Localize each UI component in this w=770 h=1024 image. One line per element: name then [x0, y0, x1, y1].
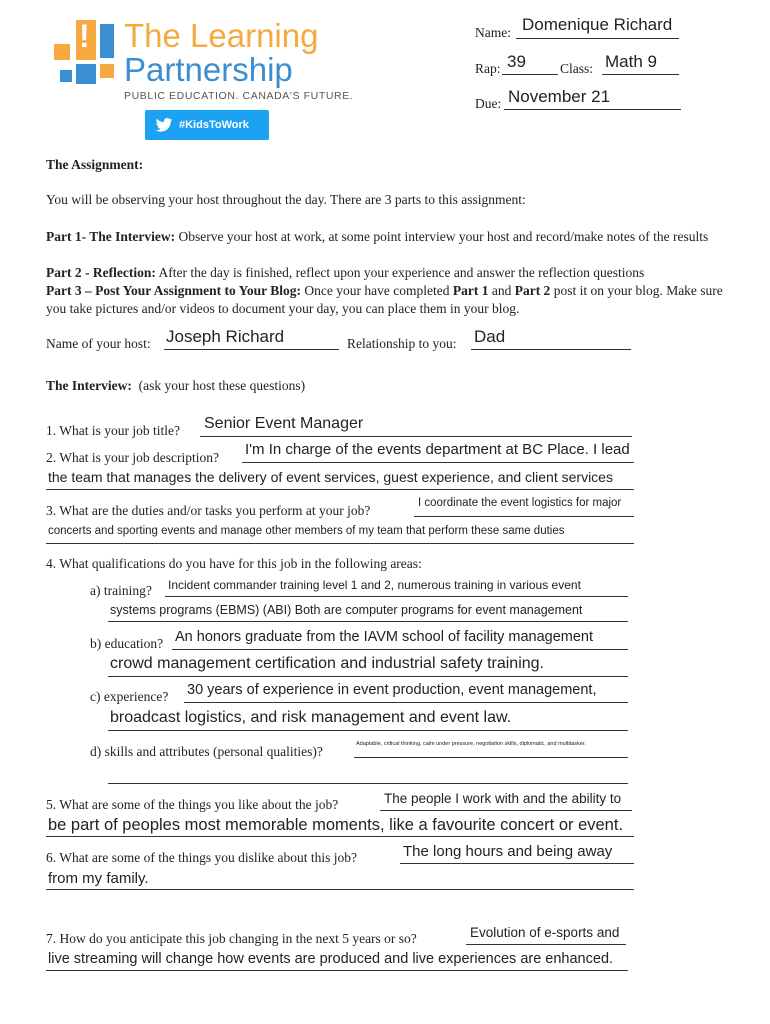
- answer-4d-line-2: [108, 783, 628, 784]
- question-6: 6. What are some of the things you dislike about this job?: [46, 850, 357, 865]
- rap-line: [502, 74, 558, 75]
- answer-7-line-2-text[interactable]: live streaming will change how events are produced and live experiences are enhanced.: [48, 951, 614, 967]
- answer-1[interactable]: Senior Event Manager: [204, 415, 364, 432]
- question-1: 1. What is your job title?: [46, 423, 180, 438]
- host-name-label: Name of your host:: [46, 336, 151, 351]
- question-2: 2. What is your job description?: [46, 450, 219, 465]
- relationship-value[interactable]: Dad: [474, 327, 506, 346]
- logo-square-blue-2: [60, 70, 72, 82]
- part3-title: Part 3 – Post Your Assignment to Your Blog:: [46, 283, 302, 298]
- relationship-label: Relationship to you:: [347, 336, 457, 351]
- twitter-bird-icon: [155, 118, 173, 132]
- class-line: [602, 74, 679, 75]
- question-3: 3. What are the duties and/or tasks you perform at your job?: [46, 503, 371, 518]
- question-4: 4. What qualifications do you have for this job in the following areas:: [46, 556, 422, 571]
- answer-4c-line-2-text[interactable]: broadcast logistics, and risk management and event law.: [110, 709, 512, 726]
- interview-heading: The Interview:: [46, 378, 132, 393]
- answer-5-line-1-text[interactable]: The people I work with and the ability to: [384, 791, 622, 806]
- part3-paragraph: [46, 282, 726, 318]
- name-label: Name:: [475, 25, 511, 40]
- answer-4b-line-1: [172, 649, 628, 650]
- logo-square-orange-3: [100, 64, 114, 78]
- part3-bold-2: Part 2: [514, 283, 551, 298]
- rap-label: Rap:: [475, 61, 501, 76]
- answer-4a-line-1: [165, 596, 628, 597]
- answer-6-line-2: [46, 889, 634, 890]
- class-label: Class:: [560, 61, 594, 76]
- answer-4a-line-2-text[interactable]: systems programs (EBMS) (ABI) Both are computer programs for event management: [110, 603, 583, 617]
- logo-square-blue-3: [100, 24, 114, 58]
- part3-text-c: post it on your blog. Make sure you take pictures and/or videos to document your day, you can place them in your blog.: [46, 283, 723, 316]
- answer-4b-line-2-text[interactable]: crowd management certification and industrial safety training.: [110, 655, 544, 672]
- logo: [50, 17, 380, 105]
- answer-6-line-1: [400, 863, 634, 864]
- answer-1-line: [200, 436, 632, 437]
- answer-4d-text[interactable]: Adaptable, critical thinking, calm under pressure, negotiation skills, diplomatic, and multitasker.: [356, 741, 586, 747]
- logo-name-line2: Partnership: [124, 51, 293, 88]
- exclamation-icon: !: [79, 18, 90, 54]
- due-value[interactable]: November 21: [508, 87, 611, 106]
- question-4b: b) education?: [90, 636, 164, 651]
- answer-7-line-1-text[interactable]: Evolution of e-sports and: [470, 925, 620, 940]
- name-line: [516, 38, 679, 39]
- part3-bold-1: Part 1: [452, 283, 489, 298]
- twitter-badge: [145, 110, 269, 140]
- host-name-line: [164, 349, 339, 350]
- answer-3-line-2-text[interactable]: concerts and sporting events and manage other members of my team that perform these same duties: [48, 525, 565, 537]
- answer-4a-line-2: [108, 621, 628, 622]
- relationship-line: [471, 349, 631, 350]
- part1-paragraph: [46, 228, 726, 246]
- question-5: 5. What are some of the things you like about the job?: [46, 797, 339, 812]
- due-line: [504, 109, 681, 110]
- assignment-intro: You will be observing your host throughout the day. There are 3 parts to this assignment:: [46, 192, 526, 207]
- assignment-heading: The Assignment:: [46, 157, 144, 172]
- question-4c: c) experience?: [90, 689, 169, 704]
- answer-7-line-2: [46, 970, 628, 971]
- logo-tagline: PUBLIC EDUCATION. CANADA'S FUTURE.: [124, 90, 354, 102]
- twitter-hashtag: #KidsToWork: [179, 119, 249, 131]
- answer-5-line-2: [46, 836, 634, 837]
- class-value[interactable]: Math 9: [605, 52, 657, 71]
- answer-4b-line-1-text[interactable]: An honors graduate from the IAVM school of facility management: [175, 629, 594, 645]
- question-4a: a) training?: [90, 583, 152, 598]
- question-7: 7. How do you anticipate this job changing in the next 5 years or so?: [46, 931, 417, 946]
- answer-5-line-1: [380, 810, 632, 811]
- answer-2-line-1-text[interactable]: I'm In charge of the events department at BC Place. I lead: [245, 441, 630, 458]
- answer-2-line-2: [46, 489, 634, 490]
- logo-square-orange-1: [54, 44, 70, 60]
- answer-2-line-2-text[interactable]: the team that manages the delivery of event services, guest experience, and client services: [48, 469, 613, 485]
- part1-text: Observe your host at work, at some point interview your host and record/make notes of the results: [175, 229, 709, 244]
- answer-6-line-1-text[interactable]: The long hours and being away: [403, 843, 613, 860]
- answer-3-line-1-text[interactable]: I coordinate the event logistics for major: [418, 497, 622, 509]
- host-name-value[interactable]: Joseph Richard: [166, 327, 285, 346]
- answer-4b-line-2: [108, 676, 628, 677]
- answer-4a-line-1-text[interactable]: Incident commander training level 1 and 2, numerous training in various event: [168, 578, 581, 592]
- part2-paragraph: [46, 264, 726, 282]
- interview-heading-row: [46, 378, 305, 394]
- interview-heading-note: (ask your host these questions): [131, 378, 306, 393]
- answer-2-line-1: [242, 462, 634, 463]
- answer-4c-line-1: [184, 702, 628, 703]
- answer-3-line-1: [414, 516, 634, 517]
- answer-5-line-2-text[interactable]: be part of peoples most memorable moments, like a favourite concert or event.: [48, 816, 624, 834]
- logo-name-line1: The Learning: [124, 17, 319, 54]
- question-4d: d) skills and attributes (personal qualities)?: [90, 744, 323, 759]
- answer-3-line-2: [46, 543, 634, 544]
- logo-square-blue-1: [76, 64, 96, 84]
- answer-4d-line-1: [354, 757, 628, 758]
- answer-6-line-2-text[interactable]: from my family.: [48, 870, 149, 887]
- part3-text-b: and: [488, 283, 515, 298]
- part2-text: After the day is finished, reflect upon your experience and answer the reflection questions: [155, 265, 645, 280]
- part3-text-a: Once your have completed: [301, 283, 453, 298]
- answer-7-line-1: [466, 944, 626, 945]
- answer-4c-line-1-text[interactable]: 30 years of experience in event production, event management,: [187, 682, 597, 698]
- answer-4c-line-2: [108, 730, 628, 731]
- part1-title: Part 1- The Interview:: [46, 229, 176, 244]
- name-value[interactable]: Domenique Richard: [522, 15, 673, 34]
- part2-title: Part 2 - Reflection:: [46, 265, 156, 280]
- rap-value[interactable]: 39: [507, 52, 526, 71]
- due-label: Due:: [475, 96, 502, 111]
